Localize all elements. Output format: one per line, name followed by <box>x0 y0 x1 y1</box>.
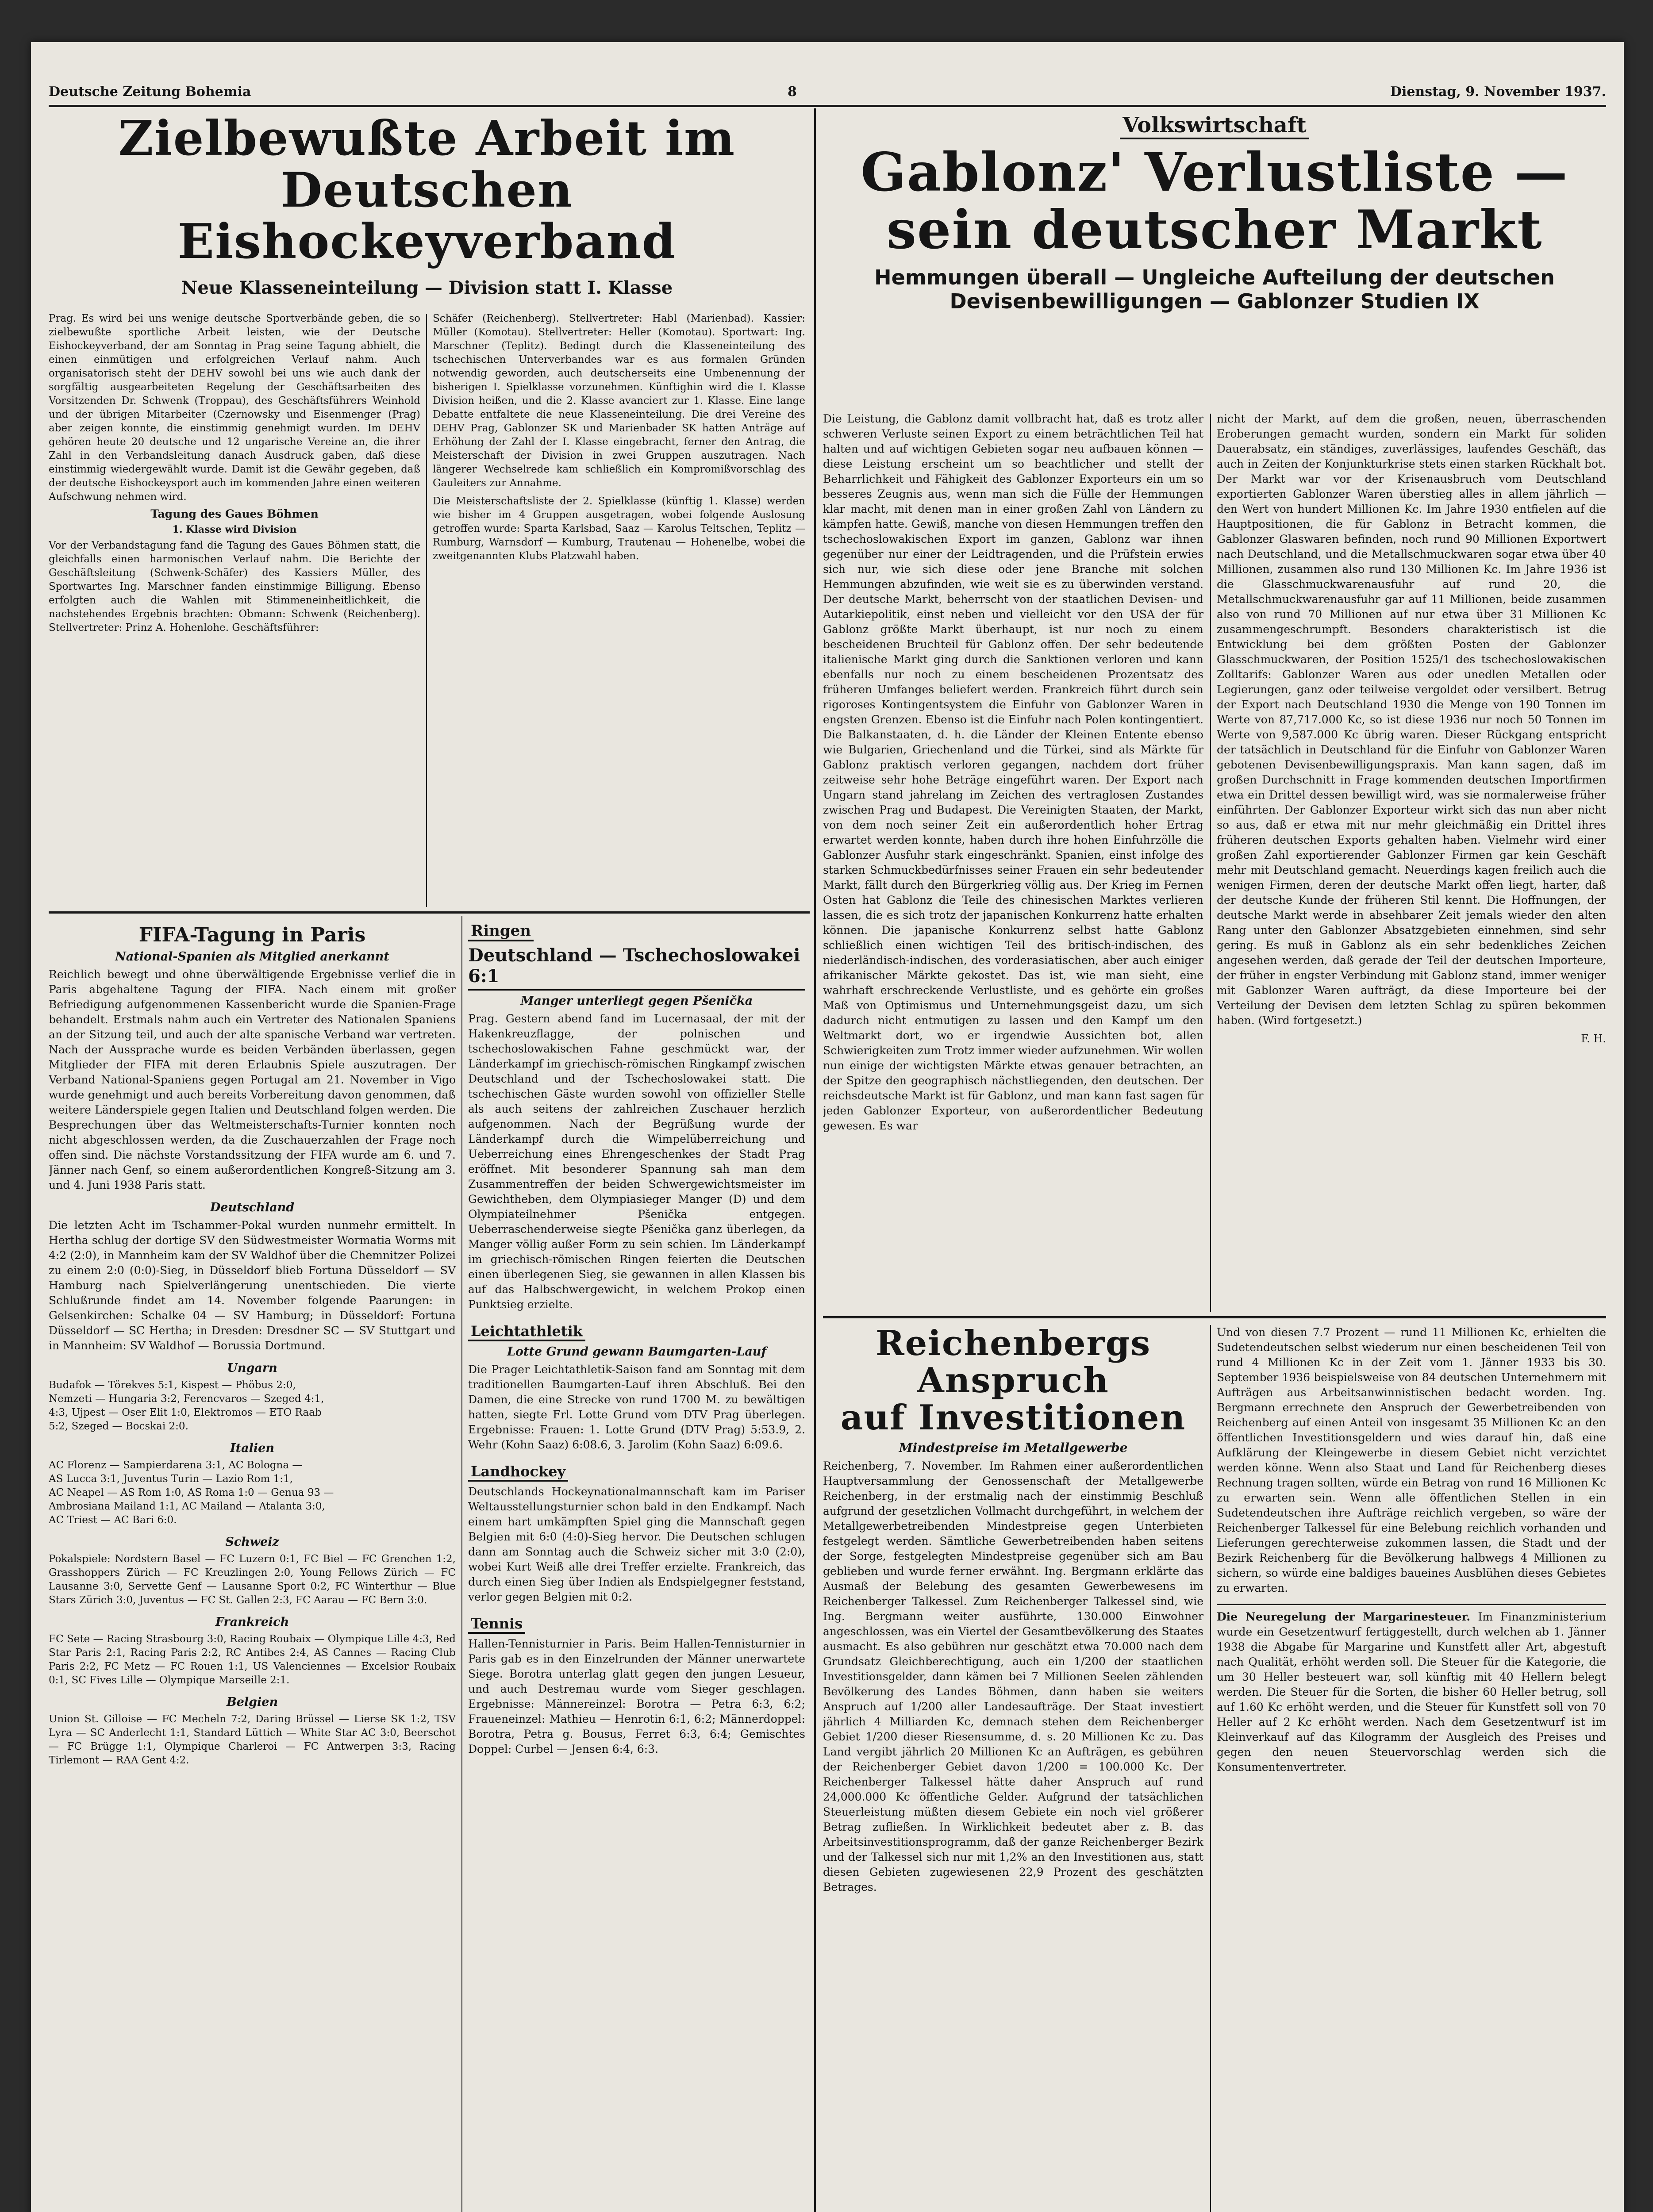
article-gablonz-col1 <box>823 411 1203 1314</box>
sport-column <box>468 920 805 2212</box>
article-eishockey-subtitle: Neue Klasseneinteilung — Division statt I. Klasse <box>181 277 673 298</box>
column-divider-reichenberg <box>1210 1325 1211 2212</box>
margarine-body: Im Finanzministerium wurde ein Gesetzentwurf fertiggestellt, durch welchen ab 1. Jänner 1938 die Abgabe für Margarine und Kunstfett aller Art, abgestuft nach Qualität, erhöht werden soll. Die Steuer für die Kategorie, die um 30 Heller besteuert war, soll künftig mit 40 Hellern belegt werden. Die Steuer für die Sorten, die bisher 60 Heller betrug, soll auf 1.60 Kc erhöht werden, und die Steuer für Kunstfett soll von 70 Heller auf 2 Kc erhöht werden. Nach dem Gesetzentwurf ist im Kleinverkauf auf das Kilogramm der Ausgleich des Preises und gegen den neuen Steuervorschlag werden sich die Konsumentenvertreter. <box>1217 1610 1606 1774</box>
ringen-title: Deutschland — Tschechoslowakei 6:1 <box>468 945 805 991</box>
article-eishockey-title-2: Eishockeyverband <box>177 214 677 270</box>
margarine-rule <box>1217 1604 1606 1605</box>
tennis-body: Hallen-Tennisturnier in Paris. Beim Hallen-Tennisturnier in Paris gab es in den Einzelrunden der Männer unerwartete Siege. Borotra unterlag glatt gegen den jungen Lesueur, und auch Destremau wurde vom Sieger geschlagen. Ergebnisse: Männereinzel: Borotra — Petra 6:3, 6:2; Fraueneinzel: Mathieu — Henrotin 6:1, 6:2; Männerdoppel: Borotra, Petra g. Bousus, Ferret 6:3, 6:4; Gemischtes Doppel: Curbel — Jensen 6:4, 6:3. <box>468 1637 805 1755</box>
article-gablonz-subtitle-2: Devisenbewilligungen — Gablonzer Studien IX <box>950 289 1480 314</box>
italien-heading: Italien <box>230 1441 274 1455</box>
ungarn-heading: Ungarn <box>227 1361 277 1375</box>
tennis-section: Tennis <box>468 1615 525 1634</box>
ringen-body: Prag. Gestern abend fand im Lucernasaal, der mit der Hakenkreuzflagge, der polnischen und tschechoslowakischen Fahne geschmückt war, der Länderkampf im griechisch-römischen Ringkampf zwischen Deutschland und der Tschechoslowakei statt. Die tschechischen Gäste wurden sowohl von offizieller Stelle als auch seitens der zahlreichen Zuschauer herzlich aufgenommen. Nach der Begrüßung wurde der Länderkampf durch die Wimpelüberreichung und Ueberreichung eines Ehrengeschenkes der Stadt Prag eröffnet. Mit besonderer Spannung sah man dem Zusammentreffen der beiden Schwergewichtsmeister im Gewichtheben, dem Olympiasieger Manger (D) und dem Olympiateilnehmer Pšenička entgegen. Ueberraschenderweise siegte Pšenička ganz überlegen, da Manger völlig außer Form zu sein schien. Im Länderkampf im griechisch-römischen Ringen feierten die Deutschen einen überlegenen Sieg, sie gewannen in allen Klassen bis auf das Halbschwergewicht, in welchem Prokop einen Punktsieg erzielte. <box>468 1012 805 1311</box>
article-gablonz-title-2: sein deutscher Markt <box>886 198 1543 261</box>
frankreich-heading: Frankreich <box>215 1615 289 1629</box>
schweiz-heading: Schweiz <box>225 1535 279 1549</box>
article-reichenberg-body-right: Und von diesen 7.7 Prozent — rund 11 Millionen Kc, erhielten die Sudetendeutschen selbst wiederum nur einen bescheidenen Teil von rund 4 Millionen Kc in der Zeit vom 1. Jänner 1933 bis 30. September 1936 beispielsweise von 84 deutschen Unternehmern mit Aufträgen aus Arbeitsanwinnistischen bedacht worden. Ing. Bergmann errechnete den Anspruch der Gewerbetreibenden von Reichenberg auf einen Anteil von insgesamt 35 Millionen Kc an den öffentlichen Investitionsgeldern und wies darauf hin, daß eine Aufklärung der Kleingewerbe in diesem Gebiet nicht verzichtet werden könne. Wenn also Staat und Land für Reichenberg dieses Rechnung tragen sollten, würde ein Betrag von rund 16 Millionen Kc zu erwarten sein. Wenn alle öffentlichen Stellen in ein Sudetendeutschen ihre Aufträge reichlich vergeben, so wäre der Reichenberger Talkessel für eine Belebung reichlich vorhanden und Lieferungen gerechterweise zukommen lassen, die Stadt und der Bezirk Reichenberg für die Bevölkerung halbwegs 4 Millionen zu sichern, so würde eine baldiges baueines Ausblühen dieses Gebietes zu erwarten. <box>1217 1326 1606 1594</box>
tagung-subheading: 1. Klasse wird Division <box>172 524 297 535</box>
belgien-heading: Belgien <box>226 1695 278 1709</box>
leichtathletik-section: Leichtathletik <box>468 1323 585 1341</box>
margarine-heading: Die Neuregelung der Margarinesteuer. <box>1217 1610 1471 1623</box>
margarine-article <box>1217 1609 1606 1775</box>
article-reichenberg-title-1: Reichenbergs Anspruch <box>875 1325 1151 1401</box>
meister-body: Die Meisterschaftsliste der 2. Spielklasse (künftig 1. Klasse) werden wie bisher im 4 Gruppen ausgetragen, wobei folgende Auslosung getroffen wurde: Sparta Karlsbad, Saaz — Karolus Teltschen, Teplitz — Rumburg, Warnsdorf — Kumburg, Trautenau — Hohenelbe, wobei die zweitgenannten Klubs Platzwahl haben. <box>433 495 805 562</box>
page-number: 8 <box>788 84 797 100</box>
issue-date: Dienstag, 9. November 1937. <box>1390 84 1606 100</box>
ungarn-results <box>49 1379 456 1433</box>
result-line: 5:2, Szeged — Bocskai 2:0. <box>49 1421 188 1432</box>
column-divider-gablonz <box>1210 414 1211 1312</box>
deutschland-heading: Deutschland <box>210 1201 295 1214</box>
result-line: Nemzeti — Hungaria 3:2, Ferencvaros — Szeged 4:1, <box>49 1393 324 1405</box>
newspaper-page <box>31 42 1624 2212</box>
article-gablonz-body-right: nicht der Markt, auf dem die großen, neuen, überraschenden Eroberungen gemacht wurden, sondern ein Markt für soliden Dauerabsatz, ein ständiges, zuverlässiges, laufendes Geschäft, das auch in Zeiten der Konjunkturkrise stets einen starken Rückhalt bot. Der Markt war vor der Krisenausbruch vom Deutschland exportierten Gablonzer Waren überstieg alles in allem jährlich — den Wert von hundert Millionen Kc. Im Jahre 1930 entfielen auf die Hauptpositionen, die für Gablonz in Betracht kommen, die Gablonzer Glaswaren befinden, noch rund 90 Millionen Exportwert nach Deutschland, und die Metallschmuckwaren sogar etwa über 40 Millionen, zusammen also rund 130 Millionen Kc. Im Jahre 1936 ist die Glasschmuckwarenausfuhr auf rund 20, die Metallschmuckwarenausfuhr gar auf 11 Millionen, beide zusammen also von rund 70 Millionen auf nur etwa über 31 Millionen Kc zusammengeschrumpft. Besonders charakteristisch ist die Entwicklung bei dem größten Posten der Gablonzer Glasschmuckwaren, der Position 1525/1 des tschechoslowakischen Zolltarifs: Gablonzer Waren aus oder unedlen Metallen oder Legierungen, ganz oder teilweise vergoldet oder versilbert. Betrug der Export nach Deutschland 1930 die Menge von 190 Tonnen im Werte von 87,717.000 Kc, so ist diese 1936 nur noch 50 Tonnen im Werte von 9,587.000 Kc übrig waren. Dieser Rückgang entspricht der tatsächlich in Deutschland für die Einfuhr von Gablonzer Waren gebotenen Devisenbewilligungspraxis. Man kann sagen, daß im großen Durchschnitt in Frage kommenden deutschen Importfirmen etwa ein Drittel dessen bewilligt wird, was sie normalerweise früher einführten. Der Gablonzer Exporteur wirkt sich das nun aber nicht so aus, daß er etwa mit nur mehr gleichmäßig ein Drittel ihres früheren deutschen Exports gehalten haben. Vielmehr wird einer großen Zahl exportierender Gablonzer Firmen gar kein Geschäft mehr mit Deutschland gemacht. Neuerdings kagen freilich auch die wenigen Firmen, deren der deutsche Markt offen liegt, harter, daß der deutsche Kunde der früheren Stil kennt. Die Hoffnungen, der deutsche Markt werde in absehbarer Zeit jemals wieder den alten Rang unter den Gablonzer Absatzgebieten einnehmen, sind sehr gering. Es muß in Gablonz als ein sehr bedenkliches Zeichen angesehen werden, daß gerade der Teil der deutschen Importeure, der früher in engster Verbindung mit Gablonz stand, immer weniger mit Gablonzer Waren aufträgt, da diese Importeure bei der Verteilung der Devisen dem letzten Schlag zu spüren bekommen haben. (Wird fortgesetzt.) <box>1217 412 1606 1027</box>
article-gablonz-title-1: Gablonz' Verlustliste — <box>861 141 1568 204</box>
schweiz-body: Pokalspiele: Nordstern Basel — FC Luzern 0:1, FC Biel — FC Grenchen 1:2, Grasshoppers Zürich — FC Kreuzlingen 2:0, Young Fellows Zürich — FC Lausanne 3:0, Servette Genf — Lausanne Sport 0:2, FC Winterthur — Blue Stars Zürich 3:0, Juventus — FC St. Gallen 2:3, FC Aarau — FC Bern 3:0. <box>49 1553 456 1606</box>
header-rule <box>49 105 1606 107</box>
landhockey-section: Landhockey <box>468 1463 568 1482</box>
article-gablonz-body-left: Die Leistung, die Gablonz damit vollbracht hat, daß es trotz aller schweren Verluste seinen Export zu einem beträchtlichen Teil hat halten und auf wichtigen Gebieten sogar neu aufbauen können — diese Leistung erscheint um so beachtlicher und stellt der Beharrlichkeit und Fähigkeit des Gablonzer Exporteurs ein um so besseres Zeugnis aus, wenn man sich die Fülle der Hemmungen klar macht, mit denen man in einer großen Zahl von Ländern zu kämpfen hatte. Gewiß, manche von diesen Hemmungen treffen den tschechoslowakischen Export im ganzen, Gablonz war ihnen gegenüber nur einer der Leidtragenden, und die Prüfstein erwies sich nur, wie sich diese oder jene Branche mit solchen Hemmungen abzufinden, wie weit sie es zu überwinden verstand. Der deutsche Markt, beherrscht von der staatlichen Devisen- und Autarkiepolitik, einst neben und vielleicht vor den USA der für Gablonz größte Markt überhaupt, ist nur noch zu einem bescheidenen Bruchteil für Gablonz offen. Der sehr bedeutende italienische Markt ging durch die Sanktionen verloren und kann ebenfalls nur noch zu einem bescheidenen Prozentsatz des früheren Umfanges beliefert werden. Frankreich führt durch sein rigoroses Kontingentsystem die Einfuhr von Gablonzer Waren in engsten Grenzen. Ebenso ist die Einfuhr nach Polen kontingentiert. Die Balkanstaaten, d. h. die Länder der Kleinen Entente ebenso wie Bulgarien, Griechenland und die Türkei, sind als Märkte für Gablonz praktisch verloren gegangen, nachdem dort früher zeitweise sehr hohe Beträge eingeführt waren. Der Export nach Ungarn stand jahrelang im Zeichen des vertraglosen Zustandes zwischen Prag und Budapest. Die Vereinigten Staaten, der Markt, von dem noch seiner Zeit ein außerordentlich hoher Ertrag erwartet werden konnte, haben durch ihre hohen Einfuhrzölle die Gablonzer Ausfuhr stark eingeschränkt. Spanien, einst infolge des starken Schmuckbedürfnisses seiner Frauen ein sehr bedeutender Markt, fällt durch den Bürgerkrieg völlig aus. Der Krieg im Fernen Osten hat Gablonz die Teile des chinesischen Marktes verlieren lassen, die es sich trotz der japanischen Konkurrenz hatte erhalten können. Die japanische Konkurrenz selbst hatte Gablonz schließlich einen wichtigen Teil des britisch-indischen, des niederländisch-indischen, des vorderasiatischen, aber auch einiger afrikanischer Märkte gekostet. Das ist, wie man sieht, eine wahrhaft erschreckende Verlustliste, und es gehörte ein großes Maß von Optimismus und Unternehmungsgeist dazu, um sich dadurch nicht entmutigen zu lassen und den Kampf um den Weltmarkt dort, wo er irgendwie Aussichten bot, allen Schwierigkeiten zum Trotz immer wieder aufzunehmen. Wir wollen nun einige der wichtigsten Märkte etwas genauer betrachten, an der Spitze den geographisch nächstliegenden, den deutschen. Der reichsdeutsche Markt ist für Gablonz, und man kann fast sagen für jeden Gablonzer Exporteur, von außerordentlicher Bedeutung gewesen. Es war <box>823 412 1203 1132</box>
article-eishockey-title-1: Zielbewußte Arbeit im Deutschen <box>118 113 736 218</box>
deutschland-body: Die letzten Acht im Tschammer-Pokal wurden nunmehr ermittelt. In Hertha schlug der dortige SV den Südwestmeister Wormatia Worms mit 4:2 (2:0), in Mannheim kam der SV Waldhof über die Chemnitzer Polizei zu einem 2:0 (0:0)-Sieg, in Düsseldorf blieb Fortuna Düsseldorf — SV Hamburg nach Spielverlängerung unentschieden. Die vierte Schlußrunde findet am 14. November folgende Paarungen: in Gelsenkirchen: Schalke 04 — SV Hamburg; in Düsseldorf: Fortuna Düsseldorf — SC Hertha; in Dresden: Dresdner SC — SV Stuttgart und in Mannheim: SV Waldhof — Borussia Dortmund. <box>49 1219 456 1352</box>
column-divider-main <box>814 108 816 2212</box>
belgien-body: Union St. Gilloise — FC Mecheln 7:2, Daring Brüssel — Lierse SK 1:2, TSV Lyra — SC Anderlecht 1:1, Standard Lüttich — White Star AC 3:0, Beerschot — FC Brügge 1:1, Olympique Charleroi — FC Antwerpen 3:3, Racing Tirlemont — RAA Gent 4:2. <box>49 1713 456 1766</box>
frankreich-body: FC Sete — Racing Strasbourg 3:0, Racing Roubaix — Olympique Lille 4:3, Red Star Paris 2:1, Racing Paris 2:2, RC Antibes 2:4, AS Cannes — Racing Club Paris 2:2, FC Metz — FC Rouen 1:1, US Valenciennes — Excelsior Roubaix 0:1, SC Fives Lille — Olympique Marseille 2:1. <box>49 1633 456 1686</box>
result-line: AC Florenz — Sampierdarena 3:1, AC Bologna — <box>49 1459 303 1471</box>
leichtathletik-body: Die Prager Leichtathletik-Saison fand am Sonntag mit dem traditionellen Baumgarten-Lauf ihren Abschluß. Bei den Damen, die eine Strecke von rund 1700 M. zu bewältigen hatten, siegte Frl. Lotte Grund vom DTV Prag überlegen. Ergebnisse: Frauen: 1. Lotte Grund (DTV Prag) 5:53.9, 2. Wehr (Kohn Saaz) 6:08.6, 3. Jarolim (Kohn Saaz) 6:09.6. <box>468 1363 805 1451</box>
article-eishockey-body: Prag. Es wird bei uns wenige deutsche Sportverbände geben, die so zielbewußte sportliche Arbeit leisten, wie der Deutsche Eishockeyverband, der am Sonntag in Prag seine Tagung abhielt, die einen einmütigen und erfolgreichen Verlauf nahm. Auch organisatorisch steht der DEHV sowohl bei uns wie auch dank der sorgfältig ausgearbeiteten Regelung der Geschäftsarbeiten des Vorsitzenden Dr. Schwenk (Troppau), des Geschäftsführers Weinhold und der übrigen Mitarbeiter (Czernowsky und Eisenmenger (Prag) aber zeigen konnte, die einstimmig genehmigt wurden. Im DEHV gehören heute 20 deutsche und 12 ungarische Vereine an, die ihrer Zahl in den Verbandsleitung danach Ausdruck gaben, daß diese einstimmig wiedergewählt wurde. Damit ist die Gewähr gegeben, daß der deutsche Eishockeysport auch im kommenden Jahre einen weiteren Aufschwung nehmen wird. <box>49 313 420 503</box>
article-gablonz-headline <box>823 113 1606 405</box>
leichtathletik-subtitle: Lotte Grund gewann Baumgarten-Lauf <box>507 1345 767 1359</box>
page-header <box>49 84 1606 102</box>
volkswirtschaft-section: Volkswirtschaft <box>1120 113 1309 139</box>
article-reichenberg-title-2: auf Investitionen <box>840 1398 1186 1438</box>
article-eishockey-headline <box>49 113 805 307</box>
article-eishockey-col1 <box>49 312 420 909</box>
rule-after-eishockey <box>49 911 810 914</box>
newspaper-name: Deutsche Zeitung Bohemia <box>49 84 251 100</box>
article-fifa-subtitle: National-Spanien als Mitglied anerkannt <box>115 950 389 964</box>
result-line: AC Triest — AC Bari 6:0. <box>49 1514 177 1526</box>
rule-after-gablonz <box>823 1316 1606 1318</box>
result-line: AC Neapel — AS Rom 1:0, AS Roma 1:0 — Genua 93 — <box>49 1487 334 1498</box>
article-gablonz-signature: F. H. <box>1581 1033 1606 1045</box>
article-eishockey-col2 <box>433 312 805 909</box>
article-reichenberg-col1 <box>823 1325 1203 2212</box>
article-reichenberg-subtitle: Mindestpreise im Metallgewerbe <box>899 1440 1128 1455</box>
tagung-body: Vor der Verbandstagung fand die Tagung des Gaues Böhmen statt, die gleichfalls einen harmonischen Verlauf nahm. Die Berichte der Geschäftsleitung (Schwenk-Schäfer) des Kassiers Müller, des Sportwartes Ing. Marschner fanden einstimmige Billigung. Ebenso erfolgten auch die Wahlen mit Stimmeneinheitlichkeit, die nachstehendes Ergebnis brachten: Obmann: Schwenk (Reichenberg). Stellvertreter: Prinz A. Hohenlohe. Geschäftsführer: <box>49 540 420 634</box>
article-eishockey-body-2: Schäfer (Reichenberg). Stellvertreter: Habl (Marienbad). Kassier: Müller (Komotau). Stellvertreter: Heller (Komotau). Sportwart: Ing. Marschner (Teplitz). Bedingt durch die Klasseneinteilung des tschechischen Unterverbandes war es aus formalen Gründen notwendig geworden, auch deutscherseits eine Umbenennung der bisherigen I. Spielklasse vorzunehmen. Künftighin wird die I. Klasse Division heißen, und die 2. Klasse avanciert zur 1. Klasse. Eine lange Debatte entfaltete die neue Klasseneinteilung. Die drei Vereine des DEHV Prag, Gablonzer SK und Marienbader SK hatten Anträge auf Erhöhung der Zahl der I. Klasse eingebracht, ferner den Antrag, die Meisterschaft der Division in zwei Gruppen auszutragen. Nach längerer Wechselrede kam schließlich ein Kompromißvorschlag des Gauleiters zur Annahme. <box>433 313 805 489</box>
article-gablonz-col2 <box>1217 411 1606 1314</box>
article-fifa-title: FIFA-Tagung in Paris <box>138 924 366 946</box>
result-line: AS Lucca 3:1, Juventus Turin — Lazio Rom 1:1, <box>49 1473 293 1485</box>
ringen-subtitle: Manger unterliegt gegen Pšenička <box>520 994 753 1008</box>
italien-results <box>49 1459 456 1527</box>
article-reichenberg-col2 <box>1217 1325 1606 2212</box>
result-line: Budafok — Törekves 5:1, Kispest — Phöbus 2:0, <box>49 1379 296 1391</box>
column-divider-sport <box>461 916 462 2212</box>
result-line: Ambrosiana Mailand 1:1, AC Mailand — Atalanta 3:0, <box>49 1501 325 1512</box>
tagung-heading: Tagung des Gaues Böhmen <box>150 507 319 520</box>
landhockey-body: Deutschlands Hockeynationalmannschaft kam im Pariser Weltausstellungsturnier schon bald in den Endkampf. Nach einem hart umkämpften Spiel ging die Mannschaft gegen Belgien mit 6:0 (4:0)-Sieg hervor. Die Deutschen schlugen dann am Sonntag auch die Schweiz sicher mit 3:0 (2:0), wobei Kurt Weiß alle drei Treffer erzielte. Frankreich, das durch einen Sieg über Indien als Endspielgegner feststand, verlor gegen Belgien mit 0:2. <box>468 1485 805 1603</box>
ringen-section: Ringen <box>468 922 534 941</box>
article-fifa <box>49 920 456 2212</box>
article-gablonz-subtitle-1: Hemmungen überall — Ungleiche Aufteilung der deutschen <box>874 265 1555 290</box>
article-fifa-body: Reichlich bewegt und ohne überwältigende Ergebnisse verlief die in Paris abgehaltene Tagung der FIFA. Nach einem mit großer Befriedigung aufgenommenen Kassenbericht wurde die Spanien-Frage behandelt. Erstmals nahm auch ein Vertreter des Nationalen Spaniens an der Sitzung teil, und auch der alte spanische Verband war vertreten. Nach der Aussprache wurde es beiden Verbänden überlassen, gegen Mitglieder der FIFA mit deren Erlaubnis Spiele auszutragen. Der Verband National-Spaniens gegen Portugal am 21. November in Vigo wurde genehmigt und auch bereits Vorbereitung davon genommen, daß weitere Länderspiele gegen Italien und Deutschland folgen werden. Die Besprechungen über das Weltmeisterschafts-Turnier konnten noch nicht abgeschlossen werden, da die Zuschauerzahlen der Frage noch offen sind. Die nächste Vorstandssitzung der FIFA wurde am 6. und 7. Jänner nach Genf, so einem außerordentlichen Kongreß-Sitzung am 3. und 4. Juni 1938 Paris statt. <box>49 968 456 1191</box>
column-divider-a1 <box>426 314 427 907</box>
result-line: 4:3, Ujpest — Oser Elit 1:0, Elektromos — ETO Raab <box>49 1407 322 1418</box>
article-reichenberg-body-left: Reichenberg, 7. November. Im Rahmen einer außerordentlichen Hauptversammlung der Genossenschaft der Metallgewerbe Reichenberg, in der erstmalig nach der einstimmig Beschluß aufgrund der gesetzlichen Vollmacht durchgeführt, in welchem der Metallgewerbetreibenden Mindestpreise gegen Unterbieten festgelegt werden. Sämtliche Gewerbetreibenden haben seitens der Sorge, festgelegten Mindestpreise gegenüber sich am Bau geblieben und wurde ferner erwähnt. Ing. Bergmann erklärte das Ausmaß der Belebung des gesamten Gewerbewesens im Reichenberger Talkessel. Zum Reichenberger Talkessel sind, wie Ing. Bergmann weiter ausführte, 130.000 Einwohner angeschlossen, was ein Viertel der Gesamtbevölkerung des Staates ausmacht. Es also gebühren nur geschätzt etwa 70.000 nach dem Grundsatz Gleichberechtigung, auch ein 1/200 der staatlichen Investitionsgelder, dann kämen bei 7 Millionen Seelen zählenden Bevölkerung des Landes Böhmen, dann haben sie weiters Anspruch auf 1/200 aller Landesaufträge. Der Staat investiert jährlich 4 Milliarden Kc, demnach stehen dem Reichenberger Gebiet 1/200 dieser Riesensumme, d. s. 20 Millionen Kc zu. Das Land vergibt jährlich 20 Millionen Kc an Aufträgen, es gebühren der Reichenberger Gebiet davon 1/200 = 100.000 Kc. Der Reichenberger Talkessel hätte daher Anspruch auf rund 24,000.000 Kc öffentliche Gelder. Aufgrund der tatsächlichen Steuerleistung müßten diesem Gebiete ein noch viel größerer Betrag zufließen. In Wirklichkeit bedeutet aber z. B. das Arbeitsinvestitionsprogramm, daß der ganze Reichenberger Bezirk und der Talkessel sich nur mit 1,2% an den Investitionen aus, statt diesen Gebieten zugewiesenen 22,9 Prozent des geschätzten Betrages. <box>823 1459 1203 1893</box>
